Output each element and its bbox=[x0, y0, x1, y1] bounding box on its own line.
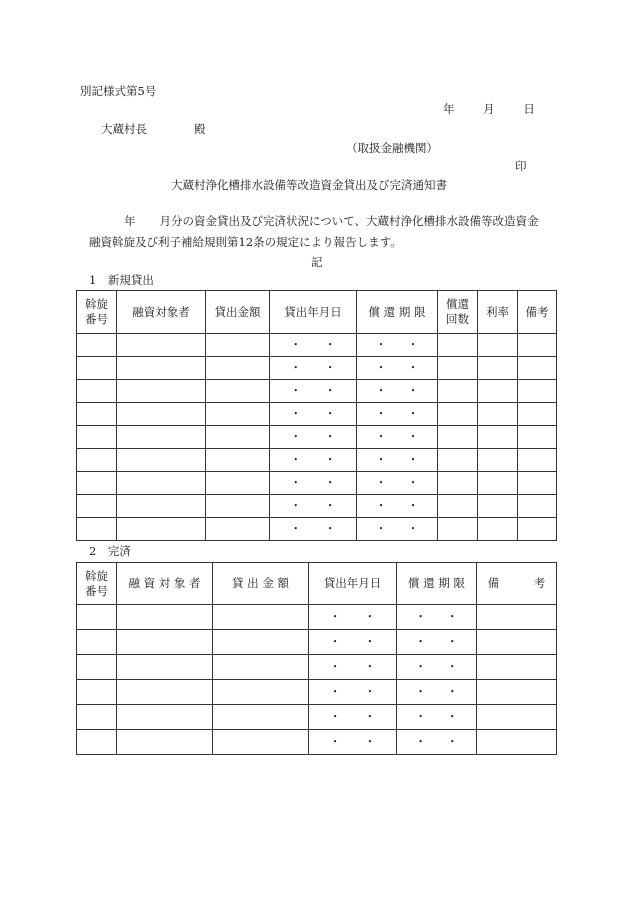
table-cell bbox=[478, 380, 518, 403]
table-cell bbox=[77, 630, 117, 655]
date-separator-dot: ・ bbox=[446, 734, 459, 749]
body-year-label: 年 bbox=[124, 214, 136, 228]
date-separator-dot: ・ bbox=[324, 498, 337, 513]
table-cell bbox=[270, 472, 357, 495]
table-cell bbox=[357, 449, 438, 472]
document-title: 大蔵村浄化槽排水設備等改造資金貸出及び完済通知書 bbox=[171, 178, 447, 192]
table-cell bbox=[117, 472, 206, 495]
date-separator-dot: ・ bbox=[363, 709, 376, 724]
table-cell bbox=[77, 655, 117, 680]
date-separator-dot: ・ bbox=[446, 634, 459, 649]
table-cell bbox=[478, 403, 518, 426]
table-cell bbox=[77, 334, 117, 357]
col-header: 貸出金額 bbox=[206, 291, 270, 334]
table-cell bbox=[438, 495, 478, 518]
completed-loans-header-row bbox=[77, 563, 557, 605]
date-month-label: 月 bbox=[483, 102, 495, 116]
table-cell bbox=[478, 518, 518, 541]
table-row bbox=[77, 605, 557, 630]
table-cell bbox=[478, 472, 518, 495]
table-cell bbox=[117, 495, 206, 518]
date-separator-dot: ・ bbox=[329, 609, 342, 624]
table-cell bbox=[518, 380, 557, 403]
table-cell bbox=[117, 380, 206, 403]
date-separator-dot: ・ bbox=[329, 684, 342, 699]
table-cell bbox=[117, 449, 206, 472]
table-cell bbox=[478, 495, 518, 518]
table-cell bbox=[270, 357, 357, 380]
table-cell bbox=[206, 449, 270, 472]
date-separator-dot: ・ bbox=[406, 498, 420, 513]
seal-mark: 印 bbox=[515, 159, 527, 173]
date-separator-dot: ・ bbox=[289, 360, 302, 375]
date-separator-dot: ・ bbox=[363, 734, 376, 749]
table-cell bbox=[397, 730, 477, 755]
table-cell bbox=[77, 605, 117, 630]
col-header: 償 還 期 限 bbox=[357, 291, 438, 334]
table-cell bbox=[270, 449, 357, 472]
date-separator-dot: ・ bbox=[374, 360, 388, 375]
date-day-label: 日 bbox=[523, 102, 535, 116]
table-cell bbox=[77, 705, 117, 730]
date-separator-dot: ・ bbox=[324, 521, 337, 536]
table-cell bbox=[206, 472, 270, 495]
table-cell bbox=[477, 630, 557, 655]
table-cell bbox=[518, 403, 557, 426]
date-separator-dot: ・ bbox=[406, 383, 420, 398]
ki-label: 記 bbox=[311, 255, 323, 269]
date-separator-dot: ・ bbox=[446, 709, 459, 724]
table-cell bbox=[213, 630, 309, 655]
section2-heading: 2 完済 bbox=[89, 544, 131, 558]
date-separator-dot: ・ bbox=[329, 734, 342, 749]
table-cell bbox=[117, 518, 206, 541]
date-separator-dot: ・ bbox=[374, 498, 388, 513]
body-line-1 bbox=[124, 211, 539, 232]
date-separator-dot: ・ bbox=[289, 429, 302, 444]
table-cell bbox=[438, 334, 478, 357]
table-cell bbox=[309, 605, 397, 630]
date-separator-dot: ・ bbox=[329, 634, 342, 649]
table-row bbox=[77, 680, 557, 705]
table-cell bbox=[117, 403, 206, 426]
table-cell bbox=[518, 518, 557, 541]
table-row bbox=[77, 334, 557, 357]
table-cell bbox=[77, 518, 117, 541]
table-cell bbox=[206, 380, 270, 403]
date-year-label: 年 bbox=[443, 102, 455, 116]
table-cell bbox=[309, 705, 397, 730]
date-separator-dot: ・ bbox=[324, 406, 337, 421]
date-separator-dot: ・ bbox=[363, 684, 376, 699]
col-header: 貸出年月日 bbox=[309, 563, 397, 605]
table-cell bbox=[206, 334, 270, 357]
table-cell bbox=[518, 334, 557, 357]
date-separator-dot: ・ bbox=[414, 709, 427, 724]
date-separator-dot: ・ bbox=[289, 452, 302, 467]
table-cell bbox=[213, 705, 309, 730]
table-cell bbox=[309, 680, 397, 705]
date-separator-dot: ・ bbox=[289, 498, 302, 513]
table-cell bbox=[357, 403, 438, 426]
date-separator-dot: ・ bbox=[374, 475, 388, 490]
table-cell bbox=[438, 403, 478, 426]
date-separator-dot: ・ bbox=[374, 406, 388, 421]
date-separator-dot: ・ bbox=[289, 383, 302, 398]
table-cell bbox=[77, 680, 117, 705]
table-cell bbox=[213, 730, 309, 755]
date-separator-dot: ・ bbox=[374, 521, 388, 536]
table-cell bbox=[357, 334, 438, 357]
date-separator-dot: ・ bbox=[374, 383, 388, 398]
table-cell bbox=[478, 426, 518, 449]
col-header: 貸出年月日 bbox=[270, 291, 357, 334]
table-cell bbox=[397, 705, 477, 730]
table-cell bbox=[270, 518, 357, 541]
table-row bbox=[77, 495, 557, 518]
table-cell bbox=[206, 495, 270, 518]
date-separator-dot: ・ bbox=[414, 609, 427, 624]
date-separator-dot: ・ bbox=[414, 684, 427, 699]
table-cell bbox=[518, 495, 557, 518]
date-separator-dot: ・ bbox=[363, 659, 376, 674]
date-separator-dot: ・ bbox=[406, 429, 420, 444]
table-cell bbox=[357, 380, 438, 403]
table-cell bbox=[478, 334, 518, 357]
table-row bbox=[77, 630, 557, 655]
date-separator-dot: ・ bbox=[289, 475, 302, 490]
table-cell bbox=[309, 730, 397, 755]
table-cell bbox=[478, 449, 518, 472]
body-line-1-text: 月分の資金貸出及び完済状況について、大蔵村浄化槽排水設備等改造資金 bbox=[159, 214, 539, 228]
table-cell bbox=[518, 449, 557, 472]
table-cell bbox=[477, 655, 557, 680]
date-separator-dot: ・ bbox=[406, 521, 420, 536]
table-row bbox=[77, 380, 557, 403]
date-separator-dot: ・ bbox=[324, 475, 337, 490]
table-cell bbox=[117, 705, 213, 730]
date-separator-dot: ・ bbox=[414, 734, 427, 749]
date-separator-dot: ・ bbox=[289, 521, 302, 536]
date-separator-dot: ・ bbox=[329, 709, 342, 724]
table-cell bbox=[206, 357, 270, 380]
col-header: 斡旋 番号 bbox=[77, 291, 117, 334]
table-cell bbox=[206, 426, 270, 449]
table-cell bbox=[270, 403, 357, 426]
date-separator-dot: ・ bbox=[374, 337, 388, 352]
table-cell bbox=[117, 655, 213, 680]
date-separator-dot: ・ bbox=[446, 609, 459, 624]
table-cell bbox=[77, 426, 117, 449]
table-cell bbox=[270, 380, 357, 403]
section1-heading: 1 新規貸出 bbox=[89, 273, 154, 287]
table-cell bbox=[213, 605, 309, 630]
date-separator-dot: ・ bbox=[324, 383, 337, 398]
table-cell bbox=[438, 426, 478, 449]
table-cell bbox=[117, 630, 213, 655]
table-cell bbox=[478, 357, 518, 380]
table-cell bbox=[77, 357, 117, 380]
table-row bbox=[77, 518, 557, 541]
date-separator-dot: ・ bbox=[414, 634, 427, 649]
date-separator-dot: ・ bbox=[406, 475, 420, 490]
table-cell bbox=[438, 518, 478, 541]
col-header: 償 還 期 限 bbox=[397, 563, 477, 605]
table-row bbox=[77, 449, 557, 472]
table-cell bbox=[477, 605, 557, 630]
table-cell bbox=[270, 495, 357, 518]
submitter-label: （取扱金融機関） bbox=[346, 141, 438, 155]
table-cell bbox=[397, 605, 477, 630]
date-separator-dot: ・ bbox=[324, 429, 337, 444]
table-cell bbox=[77, 472, 117, 495]
table-cell bbox=[206, 518, 270, 541]
date-separator-dot: ・ bbox=[289, 406, 302, 421]
table-cell bbox=[117, 680, 213, 705]
table-row bbox=[77, 403, 557, 426]
table-cell bbox=[77, 380, 117, 403]
table-cell bbox=[213, 655, 309, 680]
date-separator-dot: ・ bbox=[329, 659, 342, 674]
table-cell bbox=[270, 334, 357, 357]
table-cell bbox=[357, 357, 438, 380]
table-cell bbox=[77, 449, 117, 472]
table-cell bbox=[77, 495, 117, 518]
table-cell bbox=[213, 680, 309, 705]
table-cell bbox=[77, 730, 117, 755]
table-cell bbox=[518, 472, 557, 495]
table-cell bbox=[477, 730, 557, 755]
date-separator-dot: ・ bbox=[289, 337, 302, 352]
date-fields bbox=[443, 104, 535, 116]
table-cell bbox=[77, 403, 117, 426]
table-cell bbox=[270, 426, 357, 449]
table-row bbox=[77, 655, 557, 680]
table-cell bbox=[206, 403, 270, 426]
col-header: 貸 出 金 額 bbox=[213, 563, 309, 605]
table-cell bbox=[357, 518, 438, 541]
date-separator-dot: ・ bbox=[446, 659, 459, 674]
body-line-2: 融資斡旋及び利子補給規則第12条の規定により報告します。 bbox=[89, 235, 402, 249]
table-cell bbox=[357, 472, 438, 495]
date-separator-dot: ・ bbox=[406, 337, 420, 352]
table-cell bbox=[518, 357, 557, 380]
table-row bbox=[77, 730, 557, 755]
col-header: 備考 bbox=[518, 291, 557, 334]
table-row bbox=[77, 426, 557, 449]
table-cell bbox=[397, 680, 477, 705]
col-header: 利率 bbox=[478, 291, 518, 334]
table-cell bbox=[477, 705, 557, 730]
col-header: 融 資 対 象 者 bbox=[117, 563, 213, 605]
table-cell bbox=[477, 680, 557, 705]
new-loans-header-row bbox=[77, 291, 557, 334]
date-separator-dot: ・ bbox=[363, 609, 376, 624]
date-separator-dot: ・ bbox=[406, 406, 420, 421]
form-number: 別記様式第5号 bbox=[80, 84, 157, 98]
new-loans-table bbox=[76, 290, 557, 541]
col-header: 融資対象者 bbox=[117, 291, 206, 334]
table-cell bbox=[438, 449, 478, 472]
col-header: 備 考 bbox=[477, 563, 557, 605]
col-header: 斡旋 番号 bbox=[77, 563, 117, 605]
date-separator-dot: ・ bbox=[406, 360, 420, 375]
table-cell bbox=[309, 655, 397, 680]
table-row bbox=[77, 705, 557, 730]
addressee-honorific: 殿 bbox=[194, 122, 206, 136]
col-header: 償還 回数 bbox=[438, 291, 478, 334]
date-separator-dot: ・ bbox=[324, 360, 337, 375]
table-cell bbox=[438, 472, 478, 495]
addressee-name: 大蔵村長 bbox=[101, 122, 147, 136]
date-separator-dot: ・ bbox=[363, 634, 376, 649]
table-cell bbox=[117, 334, 206, 357]
date-separator-dot: ・ bbox=[406, 452, 420, 467]
completed-loans-table bbox=[76, 562, 557, 755]
date-separator-dot: ・ bbox=[324, 337, 337, 352]
table-cell bbox=[397, 630, 477, 655]
date-separator-dot: ・ bbox=[374, 452, 388, 467]
date-separator-dot: ・ bbox=[414, 659, 427, 674]
table-row bbox=[77, 472, 557, 495]
table-cell bbox=[518, 426, 557, 449]
table-cell bbox=[397, 655, 477, 680]
table-cell bbox=[117, 357, 206, 380]
table-cell bbox=[309, 630, 397, 655]
table-cell bbox=[357, 426, 438, 449]
table-row bbox=[77, 357, 557, 380]
table-cell bbox=[117, 730, 213, 755]
table-cell bbox=[117, 426, 206, 449]
table-cell bbox=[117, 605, 213, 630]
date-separator-dot: ・ bbox=[374, 429, 388, 444]
date-separator-dot: ・ bbox=[446, 684, 459, 699]
table-cell bbox=[438, 357, 478, 380]
table-cell bbox=[438, 380, 478, 403]
table-cell bbox=[357, 495, 438, 518]
date-separator-dot: ・ bbox=[324, 452, 337, 467]
